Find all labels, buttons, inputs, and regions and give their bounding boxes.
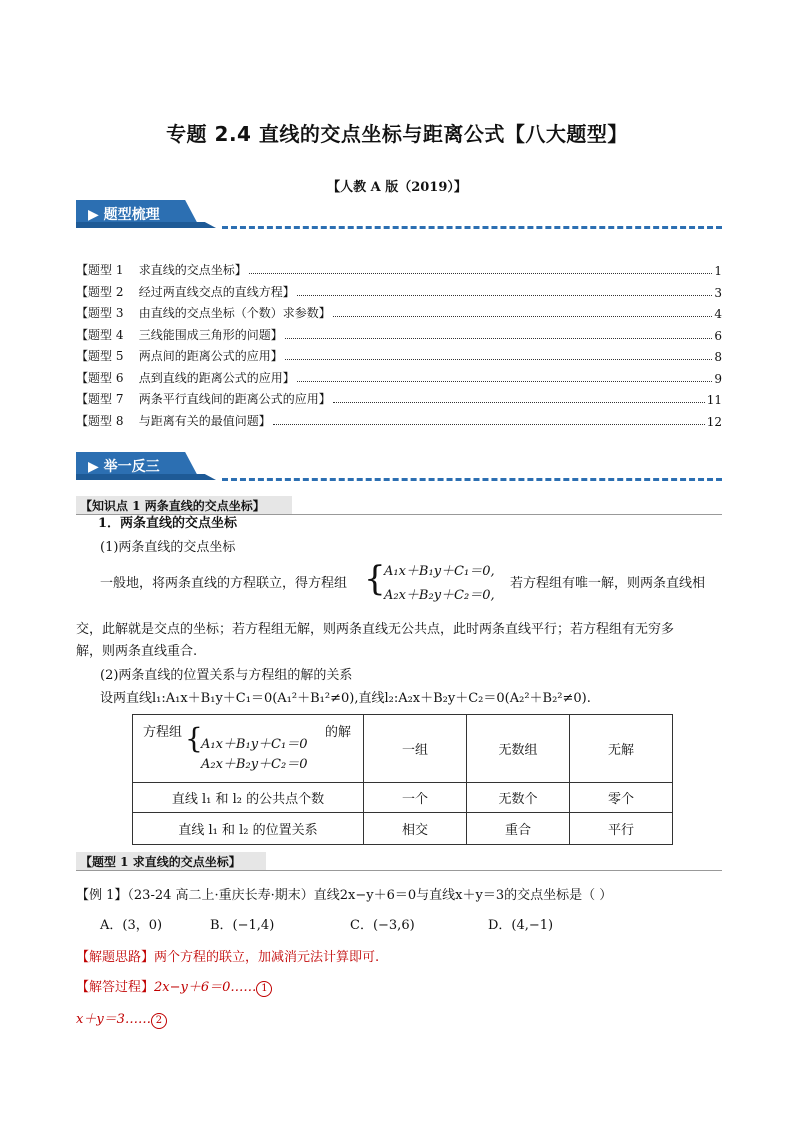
solution-process: 【解答过程】2x−y＋6＝0…… 1 [76,978,272,998]
toc-entry-label: 【题型 6 点到直线的距离公式的应用】 [76,370,295,385]
toc-entry-label: 【题型 3 由直线的交点坐标（个数）求参数】 [76,306,331,320]
paragraph-text: 若方程组有唯一解，则两条直线相 [510,576,706,591]
table-cell: 直线 l₁ 和 l₂ 的位置关系 [133,813,364,845]
toc-entry[interactable] [76,366,722,386]
table-cell: 零个 [570,783,673,813]
toc-entry[interactable] [76,280,722,300]
toc-page-number: 9 [714,371,722,386]
toc-entry-label: 【题型 1 求直线的交点坐标】 [76,263,247,277]
toc-entry-label: 【题型 5 两点间的距离公式的应用】 [76,349,283,363]
circled-number: 2 [151,1013,167,1029]
table-cell: 一个 [364,783,467,813]
relation-table [132,714,673,845]
toc-entry[interactable] [76,323,722,343]
option-c: C．(−3,6) [350,918,415,933]
toc-entry[interactable] [76,387,722,407]
toc-page-number: 6 [714,328,722,343]
table-cell: 直线 l₁ 和 l₂ 的公共点个数 [133,783,364,813]
toc-leader-dots [333,316,713,317]
toc-entry[interactable] [76,409,722,429]
toc-page-number: 1 [714,264,722,278]
toc-leader-dots [297,381,713,382]
toc-leader-dots [333,402,705,403]
paragraph-text: 解，则两条直线重合. [76,644,198,659]
toc-leader-dots [249,273,713,274]
section-title: 1．两条直线的交点坐标 [98,516,238,531]
table-cell: 重合 [467,813,570,845]
table-cell: 相交 [364,813,467,845]
option-a: A．(3，0) [100,918,163,933]
play-icon: ▶ [88,459,104,475]
toc-leader-dots [285,338,713,339]
table-cell: 无数个 [467,783,570,813]
toc-entry-label: 【题型 2 经过两直线交点的直线方程】 [76,284,295,299]
brace-symbol: { [364,559,386,599]
banner-divider [222,478,722,481]
table-cell: 无解 [570,715,673,783]
toc-leader-dots [273,424,705,425]
paragraph-text: 交，此解就是交点的坐标；若方程组无解，则两条直线无公共点，此时两条直线平行；若方程组有无穷多 [76,622,675,637]
circled-number: 1 [256,981,272,997]
equation-line: A₂x＋B₂y＋C₂＝0, [384,588,495,603]
toc-leader-dots [285,359,713,360]
option-b: B．(−1,4) [210,918,275,933]
brace-symbol: { [185,722,203,755]
paragraph-text: 设两直线l₁:A₁x＋B₁y＋C₁＝0(A₁²＋B₁²≠0),直线l₂:A₂x＋B₂y＋C₂＝0(A₂²＋B₂²≠0). [100,691,591,706]
banner-divider [222,226,722,229]
toc-entry[interactable] [76,344,722,364]
edition-label: 【人教 A 版（2019）】 [327,180,467,195]
page-title: 专题 2.4 直线的交点坐标与距离公式【八大题型】 [166,122,628,146]
table-cell: 一组 [364,715,467,783]
toc-page-number: 4 [714,307,722,321]
toc-entry-label: 【题型 4 三线能围成三角形的问题】 [76,327,283,342]
toc-page-number: 11 [706,393,722,407]
equation-line: A₁x＋B₁y＋C₁＝0, [384,564,495,579]
toc-page-number: 3 [714,285,722,300]
solution-equation: x＋y＝3…… 2 [76,1010,167,1030]
play-icon: ▶ [88,207,104,223]
toc-page-number: 12 [706,414,722,429]
toc-leader-dots [297,295,713,296]
toc-entry[interactable] [76,301,722,321]
type-heading: 【题型 1 求直线的交点坐标】 [76,852,266,870]
section-banner-overview: ▶ 题型梳理 [76,200,216,228]
example-question: 【例 1】（23-24 高二上·重庆长寿·期末）直线2x−y＋6＝0与直线x＋y＝3的交点坐标是（ ） [76,888,613,903]
table-cell: 平行 [570,813,673,845]
section-banner-examples: ▶ 举一反三 [76,452,216,480]
subsection-title: (1)两条直线的交点坐标 [100,540,236,555]
table-head-cell: 方程组 { A₁x＋B₁y＋C₁＝0 A₂x＋B₂y＋C₂＝0 的解 [133,715,364,783]
subsection-title: (2)两条直线的位置关系与方程组的解的关系 [100,668,353,683]
paragraph-text: 一般地，将两条直线的方程联立，得方程组 [100,576,348,591]
toc-entry[interactable] [76,258,722,278]
knowledge-point-heading: 【知识点 1 两条直线的交点坐标】 [76,496,292,514]
solution-hint: 【解题思路】两个方程的联立，加减消元法计算即可. [76,950,380,965]
toc-entry-label: 【题型 8 与距离有关的最值问题】 [76,413,271,428]
option-d: D．(4,−1) [488,918,554,933]
table-cell: 无数组 [467,715,570,783]
heading-underline [76,870,722,871]
toc-entry-label: 【题型 7 两条平行直线间的距离公式的应用】 [76,392,331,406]
toc-page-number: 8 [714,350,722,364]
